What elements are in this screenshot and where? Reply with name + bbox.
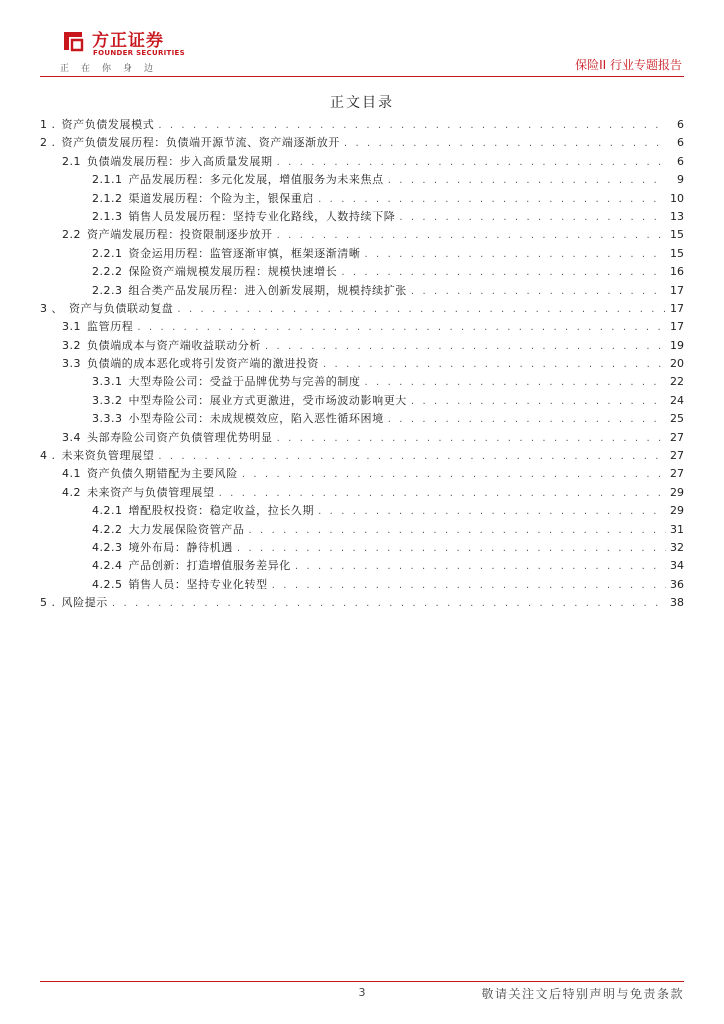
toc-entry-number: 3.1 xyxy=(62,320,81,334)
toc-entry-label: 销售人员：坚持专业化转型 xyxy=(128,577,268,591)
toc-entry-page: 15 xyxy=(670,228,684,242)
toc-dot-leader xyxy=(112,595,666,613)
toc-entry-number: 5 . xyxy=(40,596,56,610)
toc-entry-number: 1 . xyxy=(40,118,56,131)
toc-dot-leader xyxy=(277,227,666,245)
toc-entry[interactable] xyxy=(40,153,684,171)
footer-divider xyxy=(40,981,684,982)
toc-dot-leader xyxy=(341,264,666,282)
toc-entry[interactable] xyxy=(40,484,684,502)
toc-entry-number: 2.1.3 xyxy=(92,209,123,223)
toc-entry-page: 17 xyxy=(670,320,684,334)
table-of-contents xyxy=(40,116,684,613)
toc-entry-page: 25 xyxy=(670,412,684,426)
toc-entry[interactable] xyxy=(40,282,684,300)
page-number: 3 xyxy=(358,986,366,999)
toc-entry-label: 负债端的成本恶化或将引发资产端的激进投资 xyxy=(87,357,319,371)
toc-entry[interactable] xyxy=(40,245,684,263)
toc-dot-leader xyxy=(388,411,666,429)
toc-entry-number: 2 . xyxy=(40,136,56,150)
toc-dot-leader xyxy=(318,503,666,521)
toc-entry-label: 产品创新：打造增值服务差异化 xyxy=(128,559,291,573)
toc-entry[interactable] xyxy=(40,134,684,152)
logo-chinese-name: 方正证券 xyxy=(92,31,164,51)
toc-entry-number: 4.2.1 xyxy=(92,504,123,518)
toc-entry[interactable] xyxy=(40,576,684,594)
toc-entry-page: 36 xyxy=(670,577,684,591)
toc-entry-label: 增配股权投资：稳定收益，拉长久期 xyxy=(128,504,315,518)
toc-entry-label: 资产负债发展历程：负债端开源节流、资产端逐渐放开 xyxy=(61,136,340,150)
toc-entry[interactable] xyxy=(40,190,684,208)
toc-entry[interactable] xyxy=(40,539,684,557)
toc-dot-leader xyxy=(365,374,667,392)
toc-entry-label: 保险资产端规模发展历程：规模快速增长 xyxy=(128,265,338,279)
toc-entry[interactable] xyxy=(40,447,684,465)
toc-entry-number: 4.2 xyxy=(62,485,81,499)
toc-entry-page: 29 xyxy=(670,485,684,499)
toc-entry[interactable] xyxy=(40,373,684,391)
toc-dot-leader xyxy=(277,154,666,172)
toc-entry-label: 资产负债发展模式 xyxy=(61,118,155,131)
toc-dot-leader xyxy=(158,117,666,135)
toc-dot-leader xyxy=(249,522,667,540)
toc-entry-page: 6 xyxy=(677,154,684,168)
toc-entry-number: 2.1.2 xyxy=(92,191,123,205)
toc-entry-page: 6 xyxy=(677,136,684,150)
toc-entry[interactable] xyxy=(40,355,684,373)
toc-entry-page: 15 xyxy=(670,246,684,260)
toc-entry[interactable] xyxy=(40,226,684,244)
toc-entry-page: 19 xyxy=(670,338,684,352)
toc-entry-label: 小型寿险公司：未成规模效应，陷入恶性循环困境 xyxy=(128,412,384,426)
toc-entry-label: 大型寿险公司：受益于品牌优势与完善的制度 xyxy=(128,375,361,389)
report-type-label: 保险II 行业专题报告 xyxy=(575,58,682,72)
toc-entry-label: 未来资产与负债管理展望 xyxy=(87,485,215,499)
toc-entry-label: 资产端发展历程：投资限制逐步放开 xyxy=(87,228,273,242)
toc-entry-page: 24 xyxy=(670,393,684,407)
toc-entry[interactable] xyxy=(40,300,684,318)
toc-entry-number: 2.2 xyxy=(62,228,81,242)
toc-entry-page: 13 xyxy=(670,209,684,223)
toc-entry-number: 2.1.1 xyxy=(92,173,123,187)
page-header xyxy=(40,22,684,76)
toc-entry-label: 风险提示 xyxy=(61,596,108,610)
logo-english-name: FOUNDER SECURITIES xyxy=(93,49,185,57)
founder-logo-icon xyxy=(60,28,86,54)
toc-entry-label: 未来资负管理展望 xyxy=(61,449,155,463)
toc-entry[interactable] xyxy=(40,208,684,226)
toc-dot-leader xyxy=(137,319,666,337)
header-divider xyxy=(40,76,684,77)
toc-entry-number: 2.2.2 xyxy=(92,265,123,279)
toc-dot-leader xyxy=(237,540,666,558)
toc-entry-label: 渠道发展历程：个险为主，银保重启 xyxy=(128,191,315,205)
toc-dot-leader xyxy=(277,430,666,448)
toc-entry-label: 负债端成本与资产端收益联动分析 xyxy=(87,338,261,352)
toc-dot-leader xyxy=(411,283,666,301)
toc-entry-label: 中型寿险公司：展业方式更激进，受市场波动影响更大 xyxy=(128,393,407,407)
toc-entry-page: 34 xyxy=(670,559,684,573)
toc-entry[interactable] xyxy=(40,557,684,575)
toc-entry-number: 4.2.5 xyxy=(92,577,123,591)
toc-dot-leader xyxy=(265,338,666,356)
toc-dot-leader xyxy=(399,209,666,227)
toc-entry-page: 6 xyxy=(677,118,684,131)
disclaimer-notice: 敬请关注文后特别声明与免责条款 xyxy=(481,987,684,1001)
toc-entry[interactable] xyxy=(40,502,684,520)
toc-entry-number: 3.3.1 xyxy=(92,375,123,389)
toc-dot-leader xyxy=(272,577,666,595)
toc-entry-label: 境外布局：静待机遇 xyxy=(128,540,233,554)
toc-dot-leader xyxy=(158,448,666,466)
toc-entry-number: 4 . xyxy=(40,449,56,463)
toc-entry[interactable] xyxy=(40,116,684,134)
toc-entry-label: 负债端发展历程：步入高质量发展期 xyxy=(87,154,273,168)
toc-dot-leader xyxy=(219,485,666,503)
toc-entry[interactable] xyxy=(40,318,684,336)
toc-entry[interactable] xyxy=(40,410,684,428)
toc-entry-page: 29 xyxy=(670,504,684,518)
toc-entry-number: 3.3.3 xyxy=(92,412,123,426)
toc-entry-page: 27 xyxy=(670,430,684,444)
toc-dot-leader xyxy=(177,301,666,319)
toc-entry-number: 3.3 xyxy=(62,357,81,371)
toc-entry-number: 4.2.2 xyxy=(92,522,123,536)
toc-entry-number: 3.4 xyxy=(62,430,81,444)
toc-dot-leader xyxy=(411,393,666,411)
toc-dot-leader xyxy=(365,246,667,264)
toc-entry-page: 20 xyxy=(670,357,684,371)
toc-entry[interactable] xyxy=(40,263,684,281)
toc-entry[interactable] xyxy=(40,171,684,189)
toc-entry-number: 3.3.2 xyxy=(92,393,123,407)
toc-entry-label: 资产负债久期错配为主要风险 xyxy=(87,467,238,481)
toc-entry-page: 38 xyxy=(670,596,684,610)
toc-dot-leader xyxy=(242,466,666,484)
toc-entry-page: 17 xyxy=(670,283,684,297)
toc-entry-page: 10 xyxy=(670,191,684,205)
toc-entry[interactable] xyxy=(40,594,684,612)
toc-dot-leader xyxy=(344,135,666,153)
toc-entry-label: 销售人员发展历程：坚持专业化路线，人数持续下降 xyxy=(128,209,396,223)
toc-entry[interactable] xyxy=(40,429,684,447)
toc-entry-label: 大力发展保险资管产品 xyxy=(128,522,245,536)
toc-title: 正文目录 xyxy=(330,95,394,111)
toc-entry[interactable] xyxy=(40,521,684,539)
toc-entry[interactable] xyxy=(40,337,684,355)
toc-entry-number: 4.2.4 xyxy=(92,559,123,573)
toc-entry-number: 2.2.1 xyxy=(92,246,123,260)
toc-entry-page: 17 xyxy=(670,301,684,315)
toc-entry-label: 资产与负债联动复盘 xyxy=(69,301,174,315)
toc-entry-page: 9 xyxy=(677,173,684,187)
toc-entry-number: 3.2 xyxy=(62,338,81,352)
toc-entry-label: 组合类产品发展历程：进入创新发展期，规模持续扩张 xyxy=(128,283,407,297)
toc-entry-label: 产品发展历程：多元化发展，增值服务为未来焦点 xyxy=(128,173,384,187)
toc-entry-label: 资金运用历程：监管逐渐审慎，框架逐渐清晰 xyxy=(128,246,361,260)
toc-dot-leader xyxy=(388,172,666,190)
toc-entry-page: 16 xyxy=(670,265,684,279)
toc-entry-label: 头部寿险公司资产负债管理优势明显 xyxy=(87,430,273,444)
toc-entry-page: 32 xyxy=(670,540,684,554)
toc-entry-page: 31 xyxy=(670,522,684,536)
slogan: 正在你身边 xyxy=(60,64,166,74)
toc-entry-number: 3 、 xyxy=(40,301,63,315)
toc-dot-leader xyxy=(295,558,666,576)
toc-entry-number: 2.1 xyxy=(62,154,81,168)
toc-entry-page: 27 xyxy=(670,467,684,481)
toc-entry-label: 监管历程 xyxy=(87,320,134,334)
toc-entry-page: 27 xyxy=(670,449,684,463)
toc-entry[interactable] xyxy=(40,465,684,483)
toc-entry[interactable] xyxy=(40,392,684,410)
toc-dot-leader xyxy=(318,191,666,209)
toc-dot-leader xyxy=(323,356,666,374)
toc-entry-number: 2.2.3 xyxy=(92,283,123,297)
toc-entry-number: 4.2.3 xyxy=(92,540,123,554)
toc-entry-number: 4.1 xyxy=(62,467,81,481)
toc-entry-page: 22 xyxy=(670,375,684,389)
